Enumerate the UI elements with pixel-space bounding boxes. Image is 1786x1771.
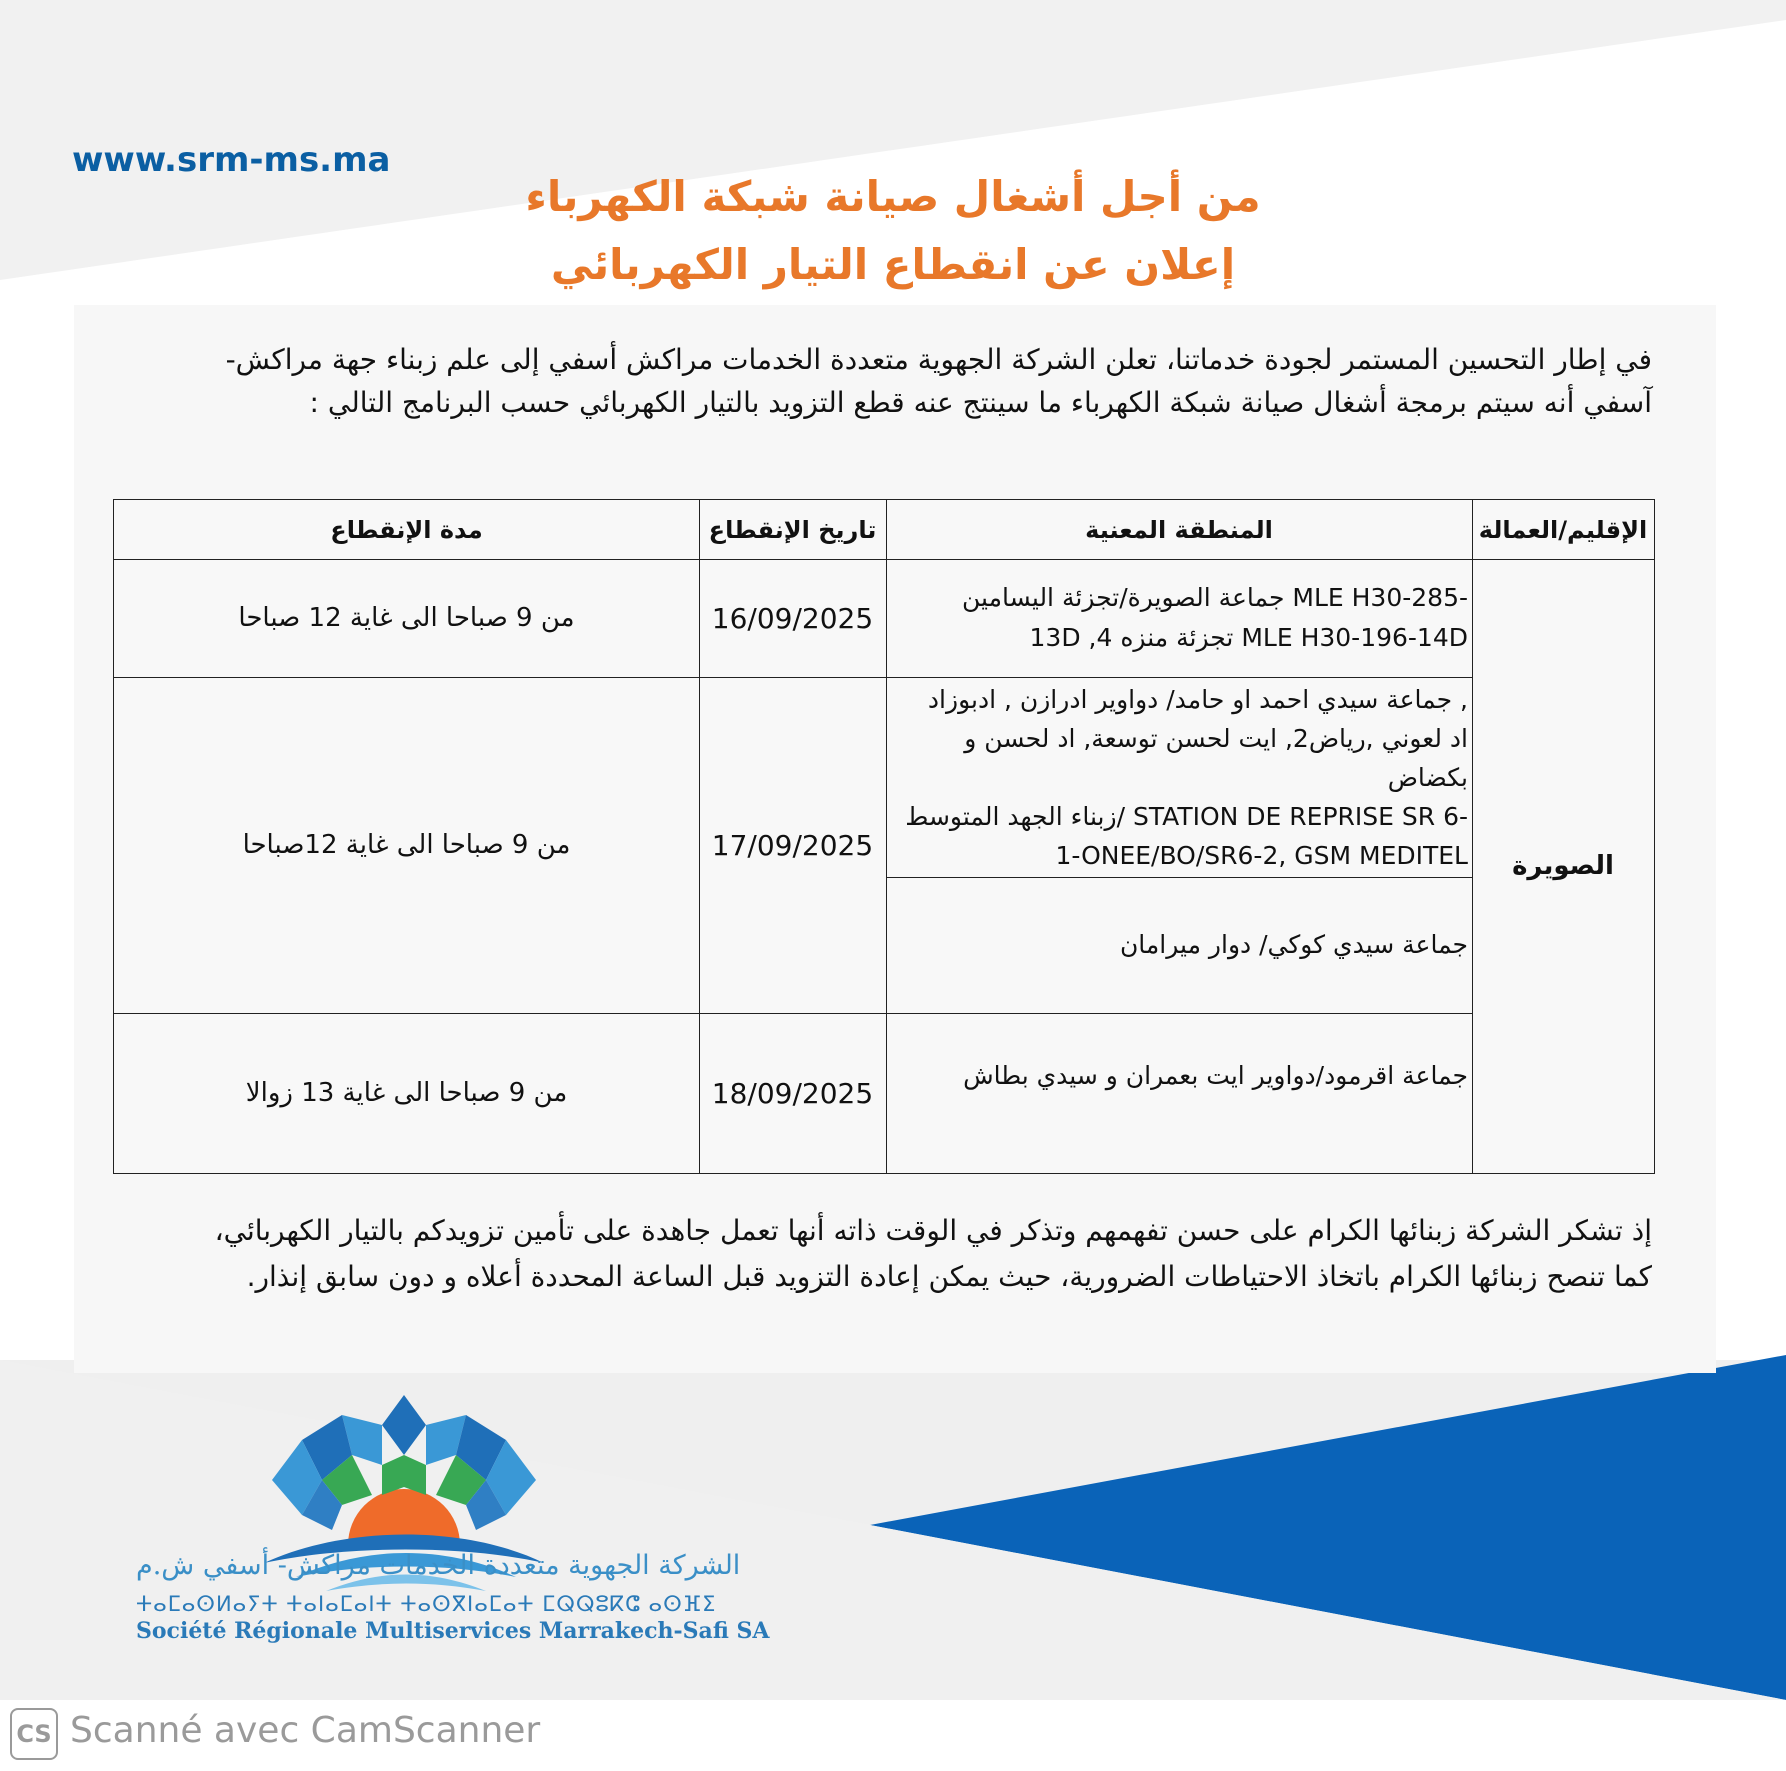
logo-french-name: Société Régionale Multiservices Marrakech-Safi SA	[136, 1618, 770, 1644]
date-cell-row-3: 18/09/2025	[711, 1076, 874, 1110]
page-title: من أجل أشغال صيانة شبكة الكهرباء	[525, 172, 1261, 221]
company-logo-icon	[126, 1395, 686, 1655]
zone-line: 13D ,تجزئة منزه 4 MLE H30-196-14D	[1029, 623, 1468, 652]
duration-cell-row-1: من 9 صباحا الى غاية 12 صباحا	[238, 603, 575, 633]
zone-cell-row-1	[888, 559, 1470, 677]
zone-line: بكضاض	[1387, 762, 1468, 792]
zone-cell-row-2b	[888, 877, 1470, 1013]
scanner-watermark	[0, 1700, 1786, 1771]
logo-tifinagh-name: ⵜⴰⵎⴰⵙⵍⴰⵢⵜ ⵜⴰⵏⴰⵎⴰⵏⵜ ⵜⴰⵙⴳⵏⴰⵎⴰⵜ ⵎⵕⵕⵓⴽⵛ ⴰⵙⴼⵉ	[136, 1592, 717, 1616]
zone-line: جماعة الصويرة/تجزئة اليسامين MLE H30-285-	[962, 583, 1468, 612]
province-cell: الصويرة	[1512, 851, 1614, 881]
closing-line-1: إذ تشكر الشركة زبنائها الكرام على حسن تفهمهم وتذكر في الوقت ذاته أنها تعمل جاهدة على تأمين تزويدكم بالتيار الكهربائي،	[214, 1214, 1652, 1247]
zone-line: جماعة سيدي احمد او حامد/ دواوير ادرازن , ادبوزاد ,	[927, 684, 1468, 714]
header-date: تاريخ الإنقطاع	[708, 515, 877, 544]
intro-line-2: آسفي أنه سيتم برمجة أشغال صيانة شبكة الكهرباء ما سينتج عنه قطع التزويد بالتيار الكهربائي حسب البرنامج التالي :	[309, 386, 1652, 419]
intro-paragraph	[170, 338, 1652, 424]
zone-line: 1-ONEE/BO/SR6-2, GSM MEDITEL	[1055, 840, 1468, 870]
page-subtitle: إعلان عن انقطاع التيار الكهربائي	[550, 240, 1236, 289]
camscanner-logo-icon: CS	[10, 1708, 58, 1760]
zone-line: زبناء الجهد المتوسط/ STATION DE REPRISE SR 6-	[905, 801, 1468, 831]
duration-cell-row-3: من 9 صباحا الى غاية 13 زوالا	[245, 1078, 568, 1108]
zone-line: جماعة اقرمود/دواوير ايت بعمران و سيدي بطاش	[963, 1060, 1468, 1090]
scanner-label: Scanné avec CamScanner	[70, 1710, 541, 1751]
duration-cell-row-2: من 9 صباحا الى غاية 12صباحا	[242, 830, 571, 860]
header-duration: مدة الإنقطاع	[330, 515, 483, 544]
header-province: الإقليم/العمالة	[1478, 515, 1648, 544]
date-cell-row-2: 17/09/2025	[711, 828, 874, 862]
header-zone: المنطقة المعنية	[1085, 515, 1273, 544]
zone-line: اد لعوني ,رياض2, ايت لحسن توسعة, اد لحسن و	[964, 723, 1468, 753]
logo-arabic-name: الشركة الجهوية متعددة الخدمات مراكش- أسفي ش.م	[136, 1550, 741, 1581]
zone-cell-row-2a	[888, 677, 1470, 877]
closing-paragraph	[130, 1208, 1652, 1300]
website-url[interactable]: www.srm-ms.ma	[72, 140, 391, 180]
closing-line-2: كما تنصح زبنائها الكرام باتخاذ الاحتياطات الضرورية، حيث يمكن إعادة التزويد قبل الساعة المحددة أعلاه و دون سابق إنذار.	[246, 1260, 1652, 1293]
outage-table	[113, 499, 1655, 1174]
intro-line-1: في إطار التحسين المستمر لجودة خدماتنا، تعلن الشركة الجهوية متعددة الخدمات مراكش أسفي إلى علم زبناء جهة مراكش-	[225, 343, 1652, 376]
zone-cell-row-3	[888, 1013, 1470, 1138]
zone-line: جماعة سيدي كوكي/ دوار ميرامان	[1119, 930, 1468, 959]
date-cell-row-1: 16/09/2025	[711, 601, 874, 635]
col-divider	[886, 500, 887, 1173]
